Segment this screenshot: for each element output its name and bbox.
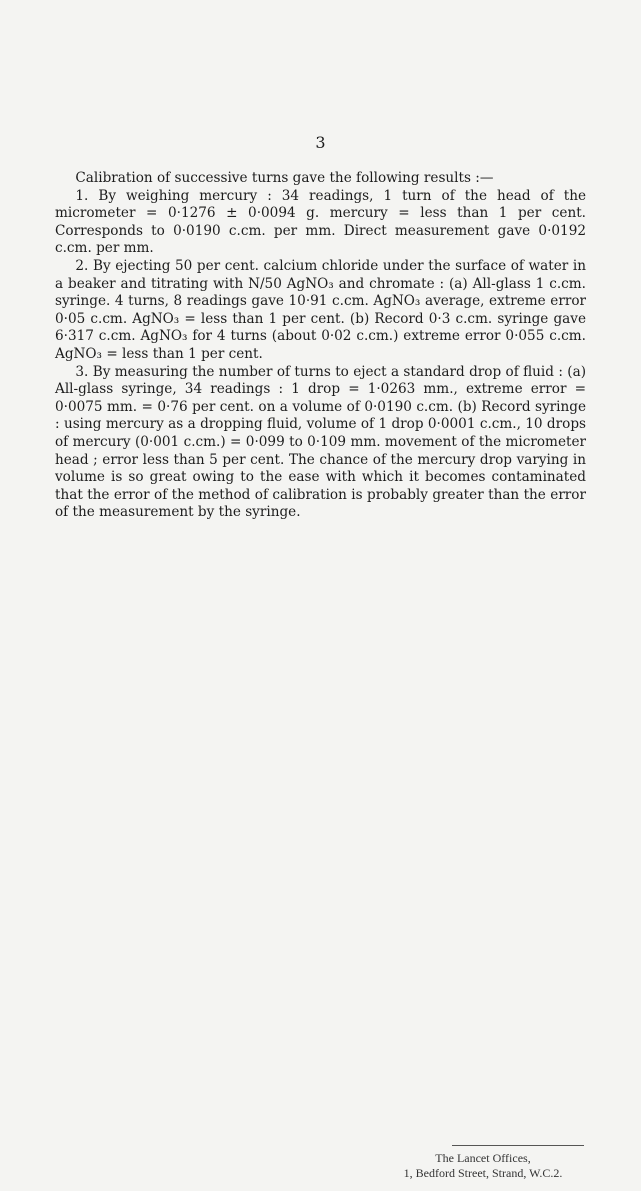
page-number: 3	[315, 133, 326, 152]
publisher-imprint	[380, 1151, 586, 1181]
body-text	[55, 170, 586, 522]
footer-divider	[452, 1145, 584, 1146]
paragraph-ejecting-calcium-chloride: 2. By ejecting 50 per cent. calcium chloride under the surface of water in a beaker and titrating with N/50 AgNO₃ and chromate : (a) All-glass 1 c.cm. syringe. 4 turns, 8 readings gave 10·91 c.cm. AgNO₃ average, extreme error 0·05 c.cm. AgNO₃ = less than 1 per cent. (b) Record 0·3 c.cm. syringe gave 6·317 c.cm. AgNO₃ for 4 turns (about 0·02 c.cm.) extreme error 0·055 c.cm. AgNO₃ = less than 1 per cent.	[55, 257, 586, 362]
imprint-line-2: 1, Bedford Street, Strand, W.C.2.	[403, 1166, 563, 1180]
paragraph-standard-drop: 3. By measuring the number of turns to eject a standard drop of fluid : (a) All-glass syringe, 34 readings : 1 drop = 1·0263 mm., extreme error = 0·0075 mm. = 0·76 per cent. on a volume of 0·0190 c.cm. (b) Record syringe : using mercury as a dropping fluid, volume of 1 drop 0·0001 c.cm., 10 drops of mercury (0·001 c.cm.) = 0·099 to 0·109 mm. movement of the micrometer head ; error less than 5 per cent. The chance of the mercury drop varying in volume is so great owing to the ease with which it becomes contaminated that the error of the method of calibration is probably greater than the error of the measurement by the syringe.	[55, 363, 586, 521]
imprint-line-1: The Lancet Offices,	[435, 1151, 531, 1165]
paragraph-weighing-mercury: 1. By weighing mercury : 34 readings, 1 turn of the head of the micrometer = 0·1276 ± 0·0094 g. mercury = less than 1 per cent. Corresponds to 0·0190 c.cm. per mm. Direct measurement gave 0·0192 c.cm. per mm.	[55, 187, 586, 257]
paragraph-calibration-intro: Calibration of successive turns gave the following results :—	[75, 170, 494, 186]
